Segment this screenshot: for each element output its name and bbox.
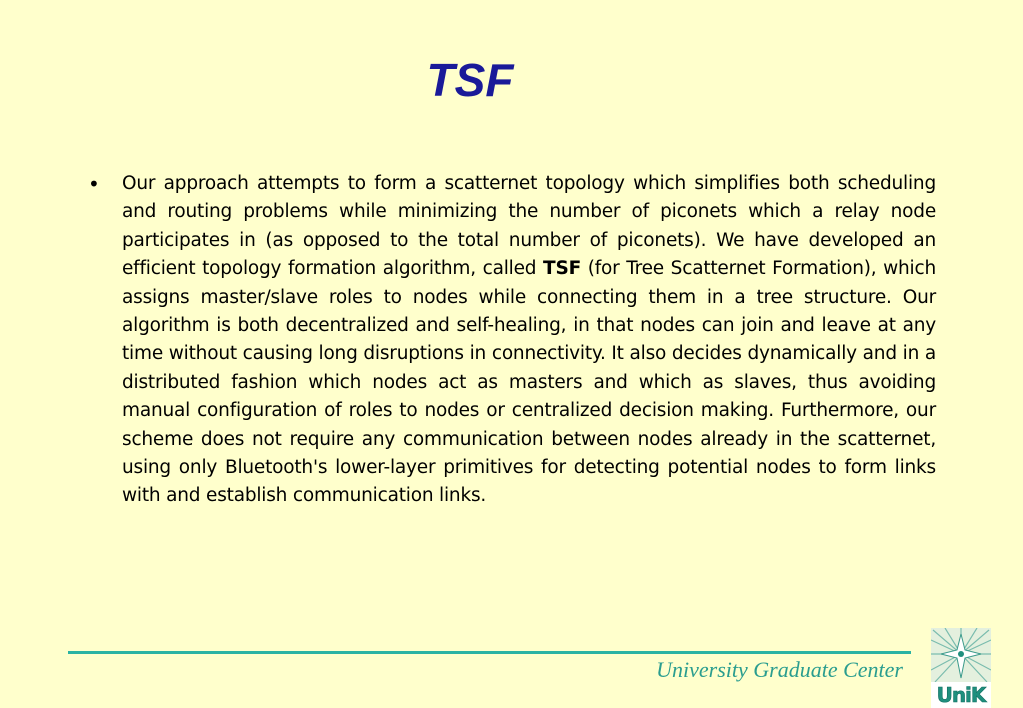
footer-divider (68, 651, 911, 654)
paragraph-text-end: (for Tree Scatternet Formation), which assigns master/slave roles to nodes while connecting them in a tree structure. Our algorithm is both decentralized and self-healing, in that nodes can join and leave at any time without causing long disruptions in connectivity. It also decides dynamically and in a distributed fashion which nodes act as masters and which as slaves, thus avoiding manual configuration of roles to nodes or centralized decision making. Furthermore, our scheme does not require any communication between nodes already in the scatternet, using only Bluetooth's lower-layer primitives for detecting potential nodes to form links with and establish communication links. (122, 258, 936, 507)
slide-content (88, 170, 936, 511)
logo-star-icon (931, 628, 991, 684)
bullet-marker: • (88, 172, 100, 196)
logo-text: UniK (931, 682, 991, 708)
paragraph-bold-term: TSF (543, 258, 582, 280)
footer-institution: University Graduate Center (656, 657, 903, 682)
slide-title: TSF (426, 54, 514, 106)
paragraph-text-start: Our approach attempts to form a scatternet topology which simplifies both scheduling and routing problems while minimizing the number of piconets which a relay node participates in (as opposed to the total number of piconets). We have developed an efficient topology formation algorithm, called (122, 173, 936, 280)
unik-logo (931, 628, 991, 708)
bullet-paragraph (122, 170, 936, 511)
